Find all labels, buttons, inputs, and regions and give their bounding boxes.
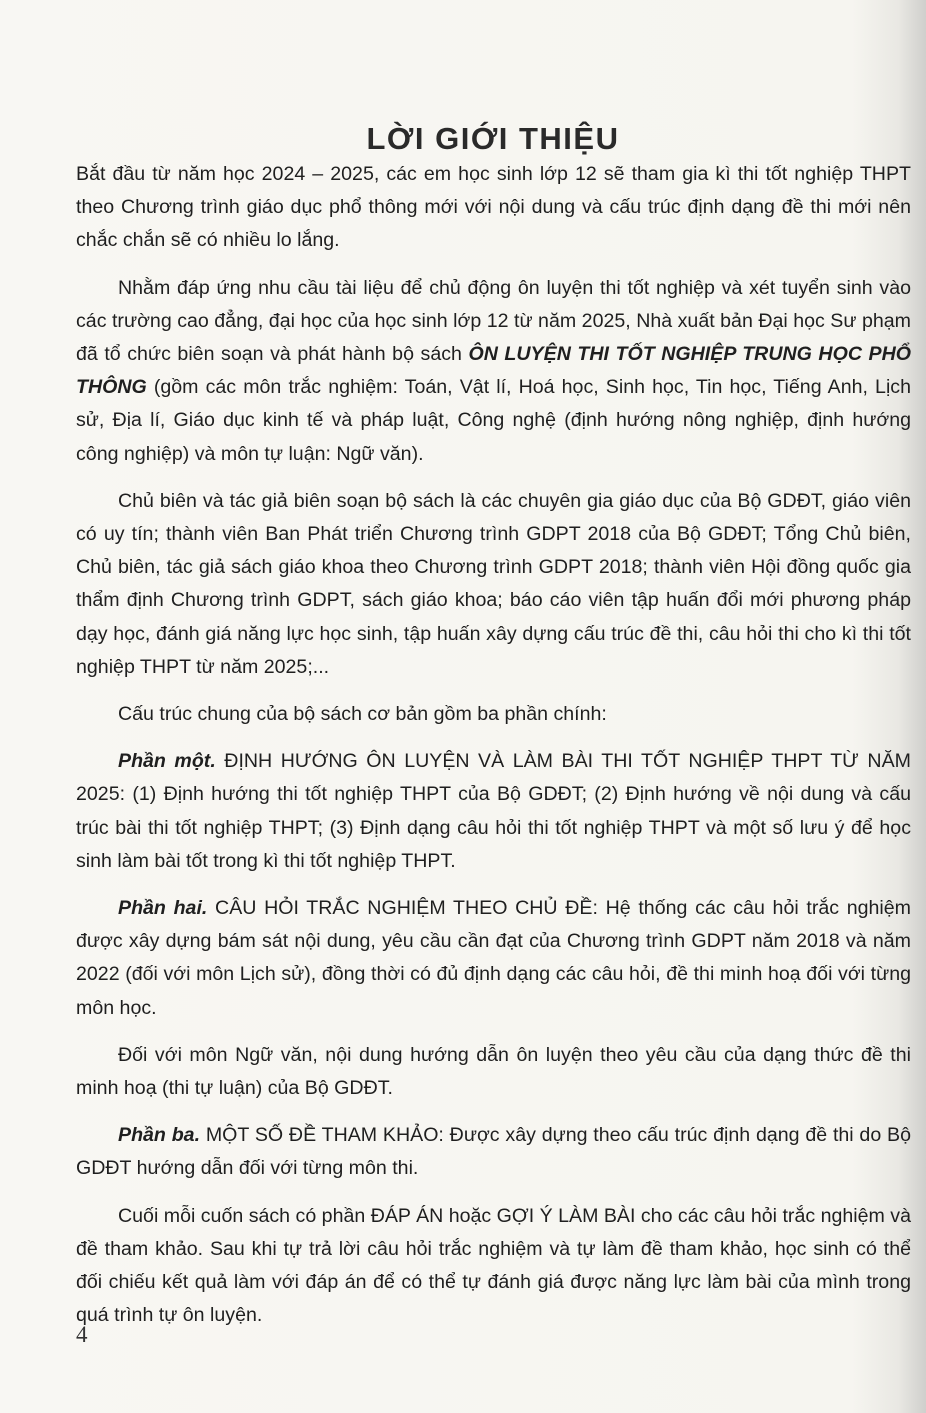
page-title: LỜI GIỚI THIỆU xyxy=(366,120,620,156)
paragraph-2-text-a: Nhằm đáp ứng nhu cầu tài liệu để chủ động ôn luyện thi tốt nghiệp và xét tuyển sinh vào các trường cao đẳng, đại học của học sinh lớp 12 từ năm 2025, Nhà xuất bản Đại học Sư phạm đã tổ chức biên soạn và phát hành bộ sách xyxy=(76,276,911,366)
paragraph-part-one xyxy=(76,745,911,878)
part-two-text: CÂU HỎI TRẮC NGHIỆM THEO CHỦ ĐỀ: Hệ thống các câu hỏi trắc nghiệm được xây dựng bám sát nội dung, yêu cầu cần đạt của Chương trình GDPT năm 2018 và năm 2022 (đối với môn Lịch sử), đồng thời có đủ định dạng các câu hỏi, đề thi minh hoạ đối với từng môn học. xyxy=(76,897,911,1019)
paragraph-intro-2 xyxy=(76,272,911,471)
part-one-label: Phần một. xyxy=(118,750,216,773)
page-number: 4 xyxy=(76,1322,88,1347)
paragraph-intro-1: Bắt đầu từ năm học 2024 – 2025, các em học sinh lớp 12 sẽ tham gia kì thi tốt nghiệp THPT theo Chương trình giáo dục phổ thông mới với nội dung và cấu trúc định dạng đề thi mới nên chắc chắn sẽ có nhiều lo lắng. xyxy=(76,163,911,252)
paragraph-answers: Cuối mỗi cuốn sách có phần ĐÁP ÁN hoặc GỢI Ý LÀM BÀI cho các câu hỏi trắc nghiệm và đề tham khảo. Sau khi tự trả lời câu hỏi trắc nghiệm và tự làm đề tham khảo, học sinh có thể đối chiếu kết quả làm với đáp án để có thể tự đánh giá được năng lực làm bài của mình trong quá trình tự ôn luyện. xyxy=(76,1204,911,1327)
book-series-title: ÔN LUYỆN THI TỐT NGHIỆP TRUNG HỌC PHỔ THÔNG xyxy=(76,343,911,399)
part-one-text: ĐỊNH HƯỚNG ÔN LUYỆN VÀ LÀM BÀI THI TỐT NGHIỆP THPT TỪ NĂM 2025: (1) Định hướng thi tốt nghiệp THPT của Bộ GDĐT; (2) Định hướng về nội dung và cấu trúc bài thi tốt nghiệp THPT; (3) Định dạng câu hỏi thi tốt nghiệp THPT và một số lưu ý để học sinh làm bài tốt trong kì thi tốt nghiệp THPT. xyxy=(76,750,911,872)
part-two-label: Phần hai. xyxy=(118,897,208,920)
part-three-label: Phần ba. xyxy=(118,1124,201,1147)
part-three-text: MỘT SỐ ĐỀ THAM KHẢO: Được xây dựng theo cấu trúc định dạng đề thi do Bộ GDĐT hướng dẫn đối với từng môn thi. xyxy=(76,1124,911,1180)
paragraph-part-two xyxy=(76,892,911,1025)
paragraph-intro-3: Chủ biên và tác giả biên soạn bộ sách là các chuyên gia giáo dục của Bộ GDĐT, giáo viên có uy tín; thành viên Ban Phát triển Chương trình GDPT 2018 của Bộ GDĐT; Tổng Chủ biên, Chủ biên, tác giả sách giáo khoa theo Chương trình GDPT 2018; thành viên Hội đồng quốc gia thẩm định Chương trình GDPT, sách giáo khoa; báo cáo viên tập huấn đổi mới phương pháp dạy học, đánh giá năng lực học sinh, tập huấn xây dựng cấu trúc đề thi, câu hỏi thi cho kì thi tốt nghiệp THPT từ năm 2025;... xyxy=(76,489,911,678)
paragraph-literature: Đối với môn Ngữ văn, nội dung hướng dẫn ôn luyện theo yêu cầu của dạng thức đề thi minh hoạ (thi tự luận) của Bộ GDĐT. xyxy=(76,1043,911,1100)
paragraph-2-text-b: (gồm các môn trắc nghiệm: Toán, Vật lí, Hoá học, Sinh học, Tin học, Tiếng Anh, Lịch sử, Địa lí, Giáo dục kinh tế và pháp luật, Công nghệ (định hướng nông nghiệp, định hướng công nghiệp) và môn tự luận: Ngữ văn). xyxy=(76,376,911,465)
paragraph-part-three xyxy=(76,1119,911,1185)
introduction-body xyxy=(76,158,911,1347)
paragraph-structure: Cấu trúc chung của bộ sách cơ bản gồm ba phần chính: xyxy=(118,703,607,726)
